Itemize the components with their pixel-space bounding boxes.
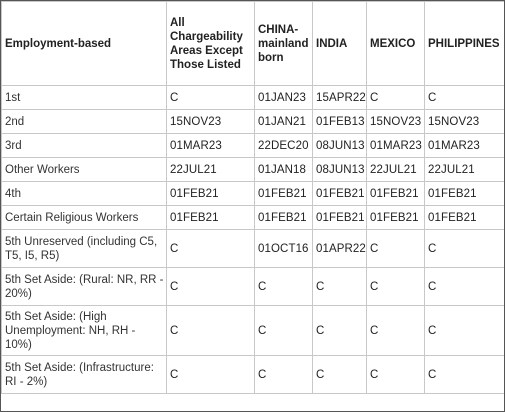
- table-row: [2, 158, 505, 182]
- date-cell: 01OCT16: [255, 230, 313, 268]
- date-cell: 01JAN18: [255, 158, 313, 182]
- date-cell: 01MAR23: [425, 134, 505, 158]
- date-cell: 01JAN23: [255, 86, 313, 110]
- date-cell: 01MAR23: [367, 134, 425, 158]
- date-cell: C: [313, 306, 367, 356]
- date-cell: C: [167, 306, 255, 356]
- table-row: [2, 134, 505, 158]
- category-cell: 2nd: [2, 110, 167, 134]
- date-cell: C: [255, 306, 313, 356]
- date-cell: 01FEB21: [255, 206, 313, 230]
- date-cell: C: [425, 356, 505, 394]
- table-row: [2, 230, 505, 268]
- date-cell: 22JUL21: [167, 158, 255, 182]
- table-row: [2, 356, 505, 394]
- date-cell: 01FEB21: [425, 206, 505, 230]
- date-cell: 01FEB21: [255, 182, 313, 206]
- employment-based-dates-table: [1, 1, 505, 394]
- date-cell: C: [425, 268, 505, 306]
- date-cell: C: [167, 230, 255, 268]
- date-cell: 08JUN13: [313, 134, 367, 158]
- date-cell: C: [367, 356, 425, 394]
- date-cell: C: [425, 230, 505, 268]
- category-cell: 3rd: [2, 134, 167, 158]
- date-cell: 22JUL21: [367, 158, 425, 182]
- table-row: [2, 86, 505, 110]
- header-employment-based: Employment-based: [2, 2, 167, 86]
- category-cell: 5th Set Aside: (Rural: NR, RR - 20%): [2, 268, 167, 306]
- date-cell: 15NOV23: [425, 110, 505, 134]
- date-cell: 01FEB21: [367, 182, 425, 206]
- table-row: [2, 268, 505, 306]
- category-cell: Other Workers: [2, 158, 167, 182]
- date-cell: C: [167, 356, 255, 394]
- date-cell: 01FEB21: [425, 182, 505, 206]
- date-cell: C: [313, 268, 367, 306]
- header-philippines: PHILIPPINES: [425, 2, 505, 86]
- table-row: [2, 306, 505, 356]
- table-row: [2, 206, 505, 230]
- date-cell: 01APR22: [313, 230, 367, 268]
- date-cell: C: [425, 86, 505, 110]
- date-cell: C: [367, 268, 425, 306]
- date-cell: 01FEB13: [313, 110, 367, 134]
- date-cell: 01FEB21: [313, 182, 367, 206]
- date-cell: C: [167, 86, 255, 110]
- header-row: [2, 2, 505, 86]
- date-cell: C: [255, 268, 313, 306]
- date-cell: 01FEB21: [167, 182, 255, 206]
- date-cell: 01FEB21: [367, 206, 425, 230]
- date-cell: C: [167, 268, 255, 306]
- category-cell: 4th: [2, 182, 167, 206]
- date-cell: 01MAR23: [167, 134, 255, 158]
- date-cell: C: [255, 356, 313, 394]
- date-cell: 08JUN13: [313, 158, 367, 182]
- date-cell: C: [367, 230, 425, 268]
- category-cell: 5th Set Aside: (High Unemployment: NH, RH - 10%): [2, 306, 167, 356]
- date-cell: 22DEC20: [255, 134, 313, 158]
- header-china: CHINA-mainland born: [255, 2, 313, 86]
- date-cell: 15NOV23: [167, 110, 255, 134]
- date-cell: 15APR22: [313, 86, 367, 110]
- table-row: [2, 110, 505, 134]
- category-cell: 5th Set Aside: (Infrastructure: RI - 2%): [2, 356, 167, 394]
- header-mexico: MEXICO: [367, 2, 425, 86]
- header-all-chargeability: All Chargeability Areas Except Those Listed: [167, 2, 255, 86]
- category-cell: 5th Unreserved (including C5, T5, I5, R5): [2, 230, 167, 268]
- date-cell: 01JAN21: [255, 110, 313, 134]
- category-cell: 1st: [2, 86, 167, 110]
- header-india: INDIA: [313, 2, 367, 86]
- table-row: [2, 182, 505, 206]
- date-cell: 01FEB21: [313, 206, 367, 230]
- date-cell: C: [313, 356, 367, 394]
- date-cell: 22JUL21: [425, 158, 505, 182]
- date-cell: 01FEB21: [167, 206, 255, 230]
- date-cell: C: [367, 306, 425, 356]
- category-cell: Certain Religious Workers: [2, 206, 167, 230]
- date-cell: 15NOV23: [367, 110, 425, 134]
- date-cell: C: [425, 306, 505, 356]
- date-cell: C: [367, 86, 425, 110]
